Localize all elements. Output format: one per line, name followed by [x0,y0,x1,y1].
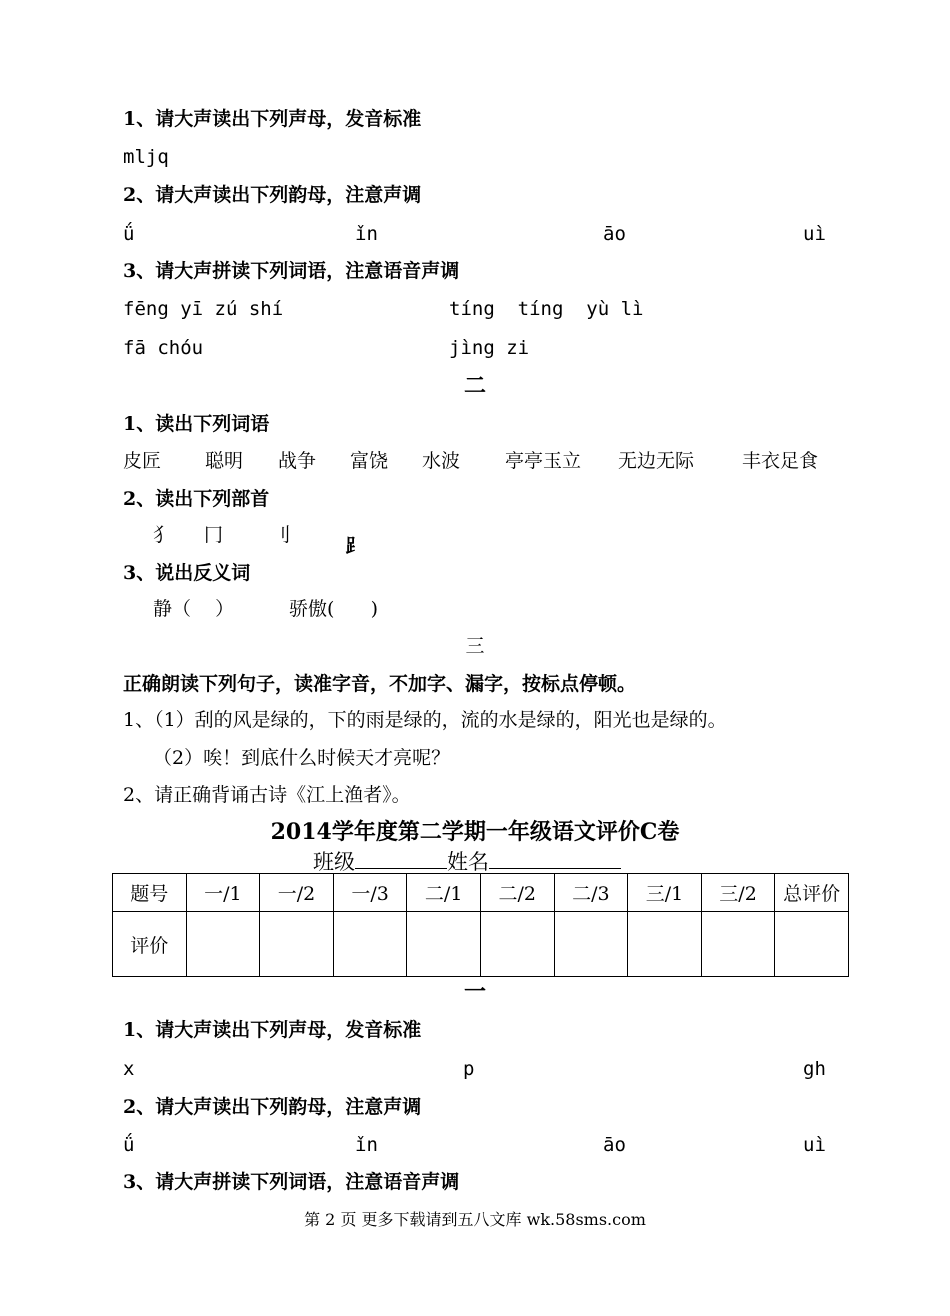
question-read-words: 1、读出下列词语 [123,413,270,435]
word-item: 水波 [422,450,461,472]
table-header-cell: 总评价 [775,874,849,912]
radical-item: 犭 [153,524,173,546]
initial-item: gh [803,1058,826,1080]
score-cell [554,912,628,977]
class-label: 班级 [313,850,355,874]
antonym-item: 骄傲( ) [289,598,379,620]
score-cell [260,912,334,977]
radical-item: 刂 [272,524,292,546]
initial-item: p [463,1058,475,1080]
score-cell [480,912,554,977]
radical-item: 冂 [204,524,224,546]
pinyin-word: fēng yī zú shí [123,298,284,320]
word-item: 聪明 [205,450,244,472]
score-cell [333,912,407,977]
class-blank [355,850,447,869]
section-heading-three: 三 [465,635,485,657]
question-3-words: 3、请大声拼读下列词语，注意语音声调 [123,1171,460,1193]
word-item: 战争 [278,450,317,472]
question-2-finals: 2、请大声读出下列韵母，注意声调 [123,1096,422,1118]
antonym-item: 静（ ） [153,598,235,620]
pinyin-word: jìng zi [449,337,530,359]
score-cell [628,912,702,977]
table-row [113,874,849,912]
word-item: 富饶 [350,450,389,472]
name-blank [489,850,621,869]
table-header-cell: 三/2 [701,874,775,912]
initial-item: x [123,1058,135,1080]
table-header-cell: 一/2 [260,874,334,912]
sentence-item: （2）唉！到底什么时候天才亮呢？ [153,747,451,769]
pinyin-word: tíng tíng yù lì [449,298,644,320]
table-header-cell: 题号 [113,874,187,912]
table-row [113,912,849,977]
table-header-cell: 三/1 [628,874,702,912]
final-item: āo [603,1134,626,1156]
table-row-label: 评价 [113,912,187,977]
table-header-cell: 二/1 [407,874,481,912]
sentence-item: 1、（1）刮的风是绿的，下的雨是绿的，流的水是绿的，阳光也是绿的。 [123,709,727,731]
question-3-words: 3、请大声拼读下列词语，注意语音声调 [123,260,460,282]
word-item: 丰衣足食 [742,450,819,472]
class-name-line [313,850,621,873]
score-table [112,873,849,977]
final-item: uì [803,1134,826,1156]
word-item: 亭亭玉立 [505,450,582,472]
final-item: ǐn [355,223,378,245]
final-item: uì [803,223,826,245]
initials-list: mljq [123,146,169,168]
table-header-cell: 一/1 [186,874,260,912]
question-1-initials: 1、请大声读出下列声母，发音标准 [123,1019,422,1041]
word-item: 皮匠 [123,450,162,472]
page-footer: 第 2 页 更多下载请到五八文库 wk.58sms.com [304,1210,646,1229]
final-item: ǘ [123,223,135,245]
score-cell [407,912,481,977]
question-antonyms: 3、说出反义词 [123,562,251,584]
sentence-item: 2、请正确背诵古诗《江上渔者》。 [123,784,411,806]
question-read-radicals: 2、读出下列部首 [123,488,270,510]
score-cell [186,912,260,977]
final-item: ǐn [355,1134,378,1156]
reading-instruction: 正确朗读下列句子，读准字音，不加字、漏字，按标点停顿。 [123,673,637,695]
word-item: 无边无际 [618,450,695,472]
score-cell [701,912,775,977]
table-header-cell: 一/3 [333,874,407,912]
paper-title: 2014学年度第二学期一年级语文评价C卷 [270,819,680,845]
final-item: ǘ [123,1134,135,1156]
score-cell [775,912,849,977]
radical-item: ⻊ [345,535,365,557]
question-1-initials: 1、请大声读出下列声母，发音标准 [123,108,422,130]
table-header-cell: 二/3 [554,874,628,912]
section-heading-one: 一 [463,979,486,1005]
question-2-finals: 2、请大声读出下列韵母，注意声调 [123,184,422,206]
pinyin-word: fā chóu [123,337,204,359]
name-label: 姓名 [447,850,489,874]
table-header-cell: 二/2 [480,874,554,912]
final-item: āo [603,223,626,245]
section-heading-two: 二 [463,373,486,399]
